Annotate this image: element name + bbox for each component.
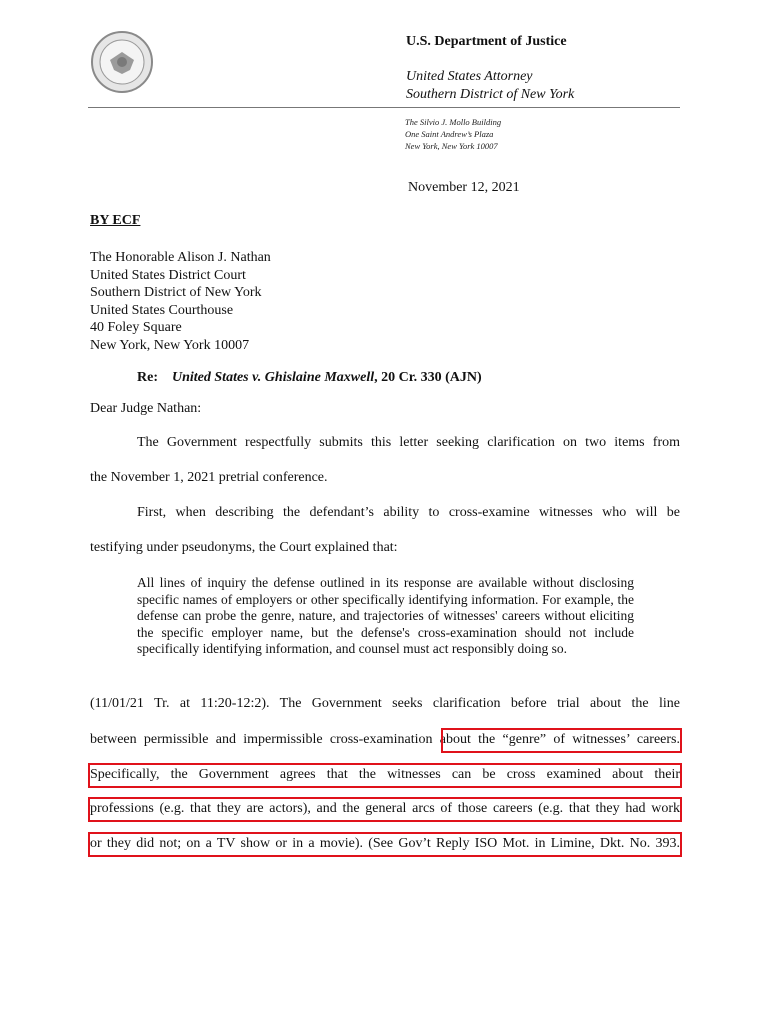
highlight-box — [88, 832, 682, 857]
office-line-2: Southern District of New York — [406, 87, 575, 102]
case-number: , 20 Cr. 330 (AJN) — [374, 370, 482, 385]
department-name: U.S. Department of Justice — [406, 34, 567, 49]
letterhead-divider — [88, 107, 680, 108]
letter-date: November 12, 2021 — [408, 180, 520, 195]
office-address — [405, 116, 501, 152]
body-line: testifying under pseudonyms, the Court explained that: — [90, 540, 398, 555]
body-line: or they did not; on a TV show or in a movie). (See Gov’t Reply ISO Mot. in Limine, Dkt. No. 393. — [90, 836, 680, 851]
recipient-line: United States Courthouse — [90, 302, 234, 318]
recipient-line: New York, New York 10007 — [90, 337, 250, 353]
block-quote: All lines of inquiry the defense outlined in its response are available without disclosing specific names of employers or other specifically identifying information. For example, the defense can probe the genre, nature, and trajectories of witnesses' careers without eliciting the specific employer name, but the defense's cross-examination should not include specifically identifying information, and counsel must act responsibly doing so. — [137, 575, 634, 656]
body-line: professions (e.g. that they are actors), and the general arcs of those careers (e.g. that they had work — [90, 801, 680, 816]
body-line: the November 1, 2021 pretrial conference. — [90, 470, 328, 485]
office-line-1: United States Attorney — [406, 69, 533, 84]
doj-seal-image — [90, 30, 154, 94]
re-line — [137, 370, 482, 386]
recipient-address — [90, 249, 271, 354]
highlight-box — [441, 728, 682, 753]
recipient-line: Southern District of New York — [90, 285, 262, 300]
office-name — [406, 68, 574, 104]
address-line-2: One Saint Andrew’s Plaza — [405, 129, 494, 139]
delivery-method: BY ECF — [90, 213, 141, 228]
body-line: First, when describing the defendant’s ability to cross-examine witnesses who will be — [137, 505, 680, 520]
recipient-line: United States District Court — [90, 267, 246, 283]
body-line: between permissible and impermissible cross-examination about the “genre” of witnesses’ careers. — [90, 732, 680, 747]
body-line: The Government respectfully submits this letter seeking clarification on two items from — [137, 435, 680, 450]
highlight-box — [88, 763, 682, 788]
body-line: (11/01/21 Tr. at 11:20-12:2). The Government seeks clarification before trial about the line — [90, 696, 680, 711]
salutation: Dear Judge Nathan: — [90, 401, 202, 416]
case-name: United States v. Ghislaine Maxwell — [172, 370, 375, 385]
body-line: Specifically, the Government agrees that the witnesses can be cross examined about their — [90, 767, 680, 782]
recipient-line: The Honorable Alison J. Nathan — [90, 250, 271, 265]
address-line-1: The Silvio J. Mollo Building — [405, 117, 502, 127]
address-line-3: New York, New York 10007 — [405, 141, 498, 151]
re-label: Re: — [137, 370, 158, 385]
recipient-line: 40 Foley Square — [90, 320, 182, 335]
highlight-box — [88, 797, 682, 822]
